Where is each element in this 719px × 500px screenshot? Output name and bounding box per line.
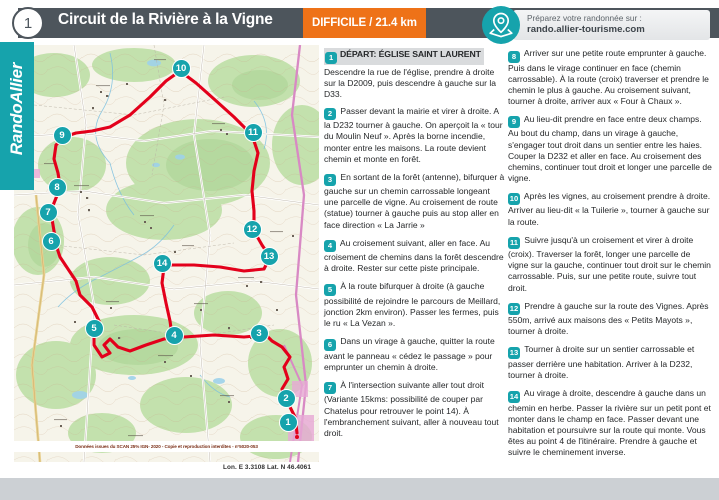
departure-heading-label: DÉPART: ÉGLISE SAINT LAURENT: [340, 49, 481, 59]
direction-step-text: Passer devant la mairie et virer à droite. A la D232 tourner à gauche. On aperçoit la « tour du Moulin Neuf ». Après la borne incendie, monter entre les maisons. La route devient chemin et monte en forêt.: [324, 105, 503, 164]
map-waypoint-4[interactable]: 4: [165, 326, 184, 345]
directions-column-left: [324, 48, 506, 446]
step-number-badge: 7: [324, 382, 336, 394]
map-waypoint-10[interactable]: 10: [172, 59, 191, 78]
map-waypoint-3[interactable]: 3: [250, 324, 269, 343]
map-waypoint-14[interactable]: 14: [153, 254, 172, 273]
direction-step-text: Dans un virage à gauche, quitter la route avant le panneau « cédez le passage » pour emprunter un chemin à droite.: [324, 336, 495, 372]
direction-step-6: [324, 336, 506, 373]
step-number-badge: 2: [324, 108, 336, 120]
direction-step-text: Arriver sur une petite route emprunter à gauche. Puis dans le virage continuer en face (chemin carrossable). À la route (croix) traverser et prendre le chemin le plus à gauche. Au croisement suivant, tourner à droite, arriver aux « Four à Chaux ».: [508, 48, 709, 106]
promo-subtitle: Préparez votre randonnée sur :: [527, 13, 642, 23]
direction-step-2: [324, 106, 506, 165]
map-coordinates: Lon. E 3.3108 Lat. N 46.4061: [222, 464, 311, 471]
direction-step-3: [324, 172, 506, 231]
map-waypoint-2[interactable]: 2: [277, 389, 296, 408]
step-number-badge: 3: [324, 174, 336, 186]
direction-step-text: À la route bifurquer à droite (à gauche possibilité de rejoindre le parcours de Meillard, jonction 2km environ). Passer les fermes, puis le ru « La Vezan ».: [324, 281, 501, 329]
direction-step-1: [324, 48, 506, 100]
direction-step-12: [508, 301, 713, 338]
step-number-badge: 13: [509, 347, 519, 357]
route-number-badge: 1: [12, 7, 44, 39]
direction-step-14: [508, 388, 713, 458]
step-number-badge: 5: [324, 284, 336, 296]
direction-step-text: Suivre jusqu'à un croisement et virer à droite (croix). Traverser la forêt, longer une parcelle de vigne sur la gauche, continuer tout droit sur le chemin carrossable. Puis, sur une petite route, suivre tout droit.: [508, 234, 711, 293]
direction-step-text: Tourner à droite sur un sentier carrossable et passer derrière une habitation. Arriver à la D232, tourner à droite.: [508, 344, 695, 380]
step-number-badge: 14: [509, 391, 519, 401]
step-number-badge: 4: [324, 240, 336, 252]
map-waypoint-6[interactable]: 6: [42, 232, 61, 251]
direction-step-8: [508, 48, 713, 107]
map-waypoint-13[interactable]: 13: [260, 247, 279, 266]
direction-step-text: Au virage à droite, descendre à gauche dans un chemin en herbe. Passer la rivière sur un petit pont et monter dans le champ en face. Passer devant une habitation et poursuivre sur la route qui monte. Vous êtes au point 4 de l'itinéraire. Prendre à gauche et suivre le cheminement inverse.: [508, 388, 711, 458]
departure-heading: [324, 48, 484, 65]
map-waypoint-1[interactable]: 1: [279, 413, 298, 432]
step-number-badge: 11: [509, 238, 519, 248]
map-waypoint-9[interactable]: 9: [53, 126, 72, 145]
step-number-badge: 12: [509, 304, 519, 314]
map-waypoint-12[interactable]: 12: [243, 220, 262, 239]
step-number-badge: 8: [508, 51, 520, 63]
direction-step-text: Après les vignes, au croisement prendre à droite. Arriver au lieu-dit « la Tuilerie », tourner à gauche sur la route.: [508, 190, 711, 227]
page-title: Circuit de la Rivière à la Vigne: [58, 11, 273, 28]
promo-url[interactable]: rando.allier-tourisme.com: [527, 24, 645, 35]
difficulty-badge: DIFFICILE / 21.4 km: [303, 8, 426, 38]
direction-step-text: Prendre à gauche sur la route des Vignes. Après 550m, arrivé aux maisons des « Petits Mayots », tourner à droite.: [508, 300, 709, 337]
step-number-badge: 10: [509, 194, 519, 204]
direction-step-11: [508, 235, 713, 294]
direction-step-4: [324, 238, 506, 275]
page-header: [0, 0, 719, 45]
step-number-badge: 9: [508, 116, 520, 128]
direction-step-text: À l'intersection suivante aller tout droit (Variante 15kms: possibilité de couper par Chatelus pour retrouver le point 14). À l'embranchement suivant, aller à nouveau tout droit.: [324, 379, 499, 438]
direction-step-9: [508, 114, 713, 184]
direction-step-13: [508, 344, 713, 381]
direction-step-5: [324, 281, 506, 329]
direction-step-text: Descendre la rue de l'église, prendre à droite sur la D2009, puis descendre à gauche sur la D33.: [324, 66, 496, 99]
map-waypoint-5[interactable]: 5: [85, 319, 104, 338]
direction-step-10: [508, 191, 713, 228]
map-waypoint-7[interactable]: 7: [39, 203, 58, 222]
map-credit: Données issues du SCAN 25% IGN- 2020 - Copie et reproduction interdites - n°5020-053: [14, 441, 319, 452]
directions-column-right: [508, 48, 713, 465]
map-waypoint-11[interactable]: 11: [244, 123, 263, 142]
direction-step-text: Au lieu-dit prendre en face entre deux champs. Au bout du champ, dans un virage à gauche, s'engager tout droit dans un sentier entre les haies. Couper la D232 et aller en face. Au croisement des chemins, continuer tout droit et longer une parcelle de vigne.: [508, 113, 712, 183]
direction-step-text: Au croisement suivant, aller en face. Au croisement de chemins dans la forêt descendre à droite. Rester sur cette piste principale.: [324, 237, 504, 274]
page-footer: [0, 478, 719, 500]
step-number-badge: 1: [325, 52, 337, 64]
direction-step-7: [324, 380, 506, 439]
rando-allier-label: RandoAllier: [7, 62, 26, 156]
map-pin-icon: [482, 6, 520, 44]
step-number-badge: 6: [324, 339, 336, 351]
rando-allier-banner: [0, 42, 34, 190]
map-waypoint-8[interactable]: 8: [48, 178, 67, 197]
direction-step-text: En sortant de la forêt (antenne), bifurquer à gauche sur un chemin carrossable longeant une parcelle de vigne. Au croisement de route (statue) tourner à gauche puis au stop aller en face direction « La Jarrie »: [324, 171, 505, 230]
